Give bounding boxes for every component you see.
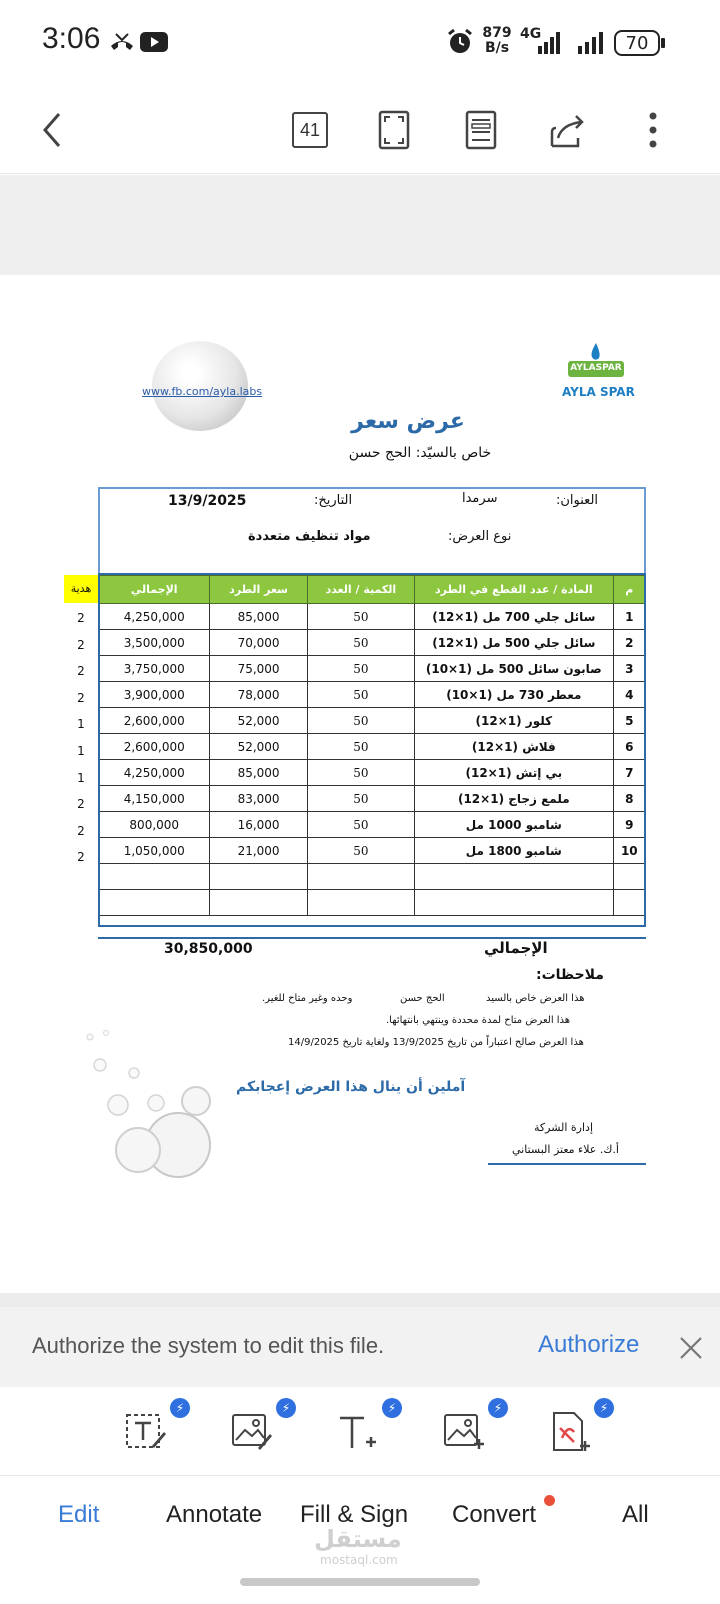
cell-item: صابون سائل 500 مل (1×10) — [415, 656, 614, 682]
reading-mode-icon — [465, 110, 497, 150]
cell-qty: 50 — [307, 604, 414, 630]
cell-index: 10 — [613, 838, 645, 864]
cell-qty: 50 — [307, 786, 414, 812]
cell-index: 7 — [613, 760, 645, 786]
cell-index: 1 — [613, 604, 645, 630]
cell-index: 5 — [613, 708, 645, 734]
cell-empty — [415, 864, 614, 890]
cell-item: ملمع زجاج (1×12) — [415, 786, 614, 812]
grand-total-label: الإجمالي — [484, 939, 548, 957]
battery-icon — [614, 30, 660, 56]
cell-qty: 50 — [307, 656, 414, 682]
reading-mode-button[interactable] — [453, 102, 509, 158]
page-count-button[interactable] — [282, 102, 338, 158]
add-image-icon — [442, 1410, 486, 1454]
bottom-tabs — [0, 1477, 720, 1567]
recipient-line: خاص بالسيّد: الحج حسن — [348, 445, 492, 461]
watermark-url: mostaql.com — [320, 1553, 398, 1567]
cell-price: 85,000 — [210, 760, 307, 786]
share-button[interactable] — [540, 102, 596, 158]
premium-badge-icon: ⚡ — [594, 1398, 614, 1418]
cell-total: 1,050,000 — [99, 838, 210, 864]
gift-value: 2 — [77, 637, 85, 652]
add-image-tool[interactable] — [442, 1402, 502, 1462]
date-value: 13/9/2025 — [168, 493, 247, 509]
cell-qty: 50 — [307, 734, 414, 760]
quote-table — [98, 575, 646, 916]
authorize-button[interactable]: Authorize — [538, 1331, 640, 1358]
note-1a: هذا العرض خاص بالسيد — [486, 993, 585, 1004]
quote-title: عرض سعر — [351, 409, 465, 434]
network-type: 4G — [520, 26, 542, 42]
management-label: إدارة الشركة — [534, 1121, 594, 1134]
gift-value: 2 — [77, 797, 85, 812]
page-gap — [0, 175, 720, 275]
signal-icon-2 — [574, 30, 608, 56]
logo-text: AYLASPAR — [570, 363, 622, 373]
tab-all[interactable]: All — [622, 1501, 649, 1528]
fit-page-button[interactable] — [366, 102, 422, 158]
table-row-empty — [99, 890, 646, 916]
back-arrow-icon — [37, 110, 67, 150]
cell-index: 2 — [613, 630, 645, 656]
cell-price: 52,000 — [210, 708, 307, 734]
brand-name: AYLA SPAR — [562, 385, 635, 399]
col-header-price: سعر الطرد — [210, 576, 307, 604]
cell-price: 85,000 — [210, 604, 307, 630]
cell-empty — [415, 890, 614, 916]
cell-total: 4,150,000 — [99, 786, 210, 812]
edit-image-tool[interactable] — [230, 1402, 290, 1462]
back-button[interactable] — [24, 102, 80, 158]
table-row — [99, 734, 646, 760]
fit-page-icon — [378, 110, 410, 150]
cell-qty: 50 — [307, 812, 414, 838]
cell-price: 83,000 — [210, 786, 307, 812]
net-speed-unit: B/s — [484, 40, 510, 56]
cell-empty — [613, 864, 645, 890]
col-header-index: م — [613, 576, 645, 604]
cell-item: معطر 730 مل (1×10) — [415, 682, 614, 708]
cell-qty: 50 — [307, 760, 414, 786]
net-speed-value: 879 — [482, 25, 512, 41]
table-header-row — [99, 576, 646, 604]
edit-text-icon — [124, 1410, 168, 1454]
cell-item: شامبو 1800 مل — [415, 838, 614, 864]
authorize-message: Authorize the system to edit this file. — [32, 1333, 385, 1358]
notes-title: ملاحظات: — [536, 967, 604, 983]
cell-price: 52,000 — [210, 734, 307, 760]
cell-empty — [613, 890, 645, 916]
offer-type-label: نوع العرض: — [448, 529, 512, 544]
gift-value: 1 — [77, 744, 85, 758]
table-row — [99, 656, 646, 682]
gift-value: 2 — [77, 611, 85, 625]
cell-item: شامبو 1000 مل — [415, 812, 614, 838]
cell-empty — [210, 864, 307, 890]
cell-price: 21,000 — [210, 838, 307, 864]
table-row — [99, 708, 646, 734]
battery-level: 70 — [625, 32, 649, 54]
gift-value: 1 — [77, 770, 85, 785]
more-options-button[interactable] — [625, 102, 681, 158]
cell-qty: 50 — [307, 708, 414, 734]
cell-empty — [99, 864, 210, 890]
table-row — [99, 604, 646, 630]
status-bar — [0, 0, 720, 88]
table-row — [99, 786, 646, 812]
cell-total: 3,750,000 — [99, 656, 210, 682]
table-row — [99, 682, 646, 708]
cell-total: 2,600,000 — [99, 708, 210, 734]
cell-index: 3 — [613, 656, 645, 682]
more-vertical-icon — [647, 110, 659, 150]
cell-total: 3,900,000 — [99, 682, 210, 708]
document-page[interactable] — [0, 275, 720, 1293]
tab-edit[interactable]: Edit — [58, 1501, 100, 1528]
cell-total: 800,000 — [99, 812, 210, 838]
gift-header: هدية — [64, 575, 98, 603]
cell-item: سائل جلي 500 مل (1×12) — [415, 630, 614, 656]
note-1b: الحج حسن — [400, 993, 445, 1004]
authorize-banner — [0, 1307, 720, 1387]
premium-badge-icon: ⚡ — [382, 1398, 402, 1418]
col-header-total: الإجمالي — [99, 576, 210, 604]
gift-value: 2 — [77, 850, 85, 865]
cell-item: بي إتش (1×12) — [415, 760, 614, 786]
cell-price: 78,000 — [210, 682, 307, 708]
cell-item: كلور (1×12) — [415, 708, 614, 734]
cell-qty: 50 — [307, 682, 414, 708]
cell-item: سائل جلي 700 مل (1×12) — [415, 604, 614, 630]
missed-call-icon — [108, 30, 136, 54]
share-icon — [548, 110, 588, 150]
add-text-icon — [336, 1410, 380, 1454]
alarm-icon — [446, 28, 474, 56]
table-row — [99, 838, 646, 864]
premium-badge-icon: ⚡ — [170, 1398, 190, 1418]
cell-price: 75,000 — [210, 656, 307, 682]
cell-index: 6 — [613, 734, 645, 760]
edit-image-icon — [230, 1410, 274, 1454]
offer-type-value: مواد تنظيف متعددة — [248, 529, 371, 544]
cell-qty: 50 — [307, 838, 414, 864]
gift-value: 1 — [77, 717, 85, 732]
tab-fill-sign[interactable]: Fill & Sign — [300, 1501, 409, 1528]
cell-empty — [307, 890, 414, 916]
close-icon[interactable] — [678, 1335, 704, 1361]
note-2: هذا العرض متاح لمدة محددة وينتهي بانتهائها. — [386, 1015, 571, 1026]
cell-empty — [210, 890, 307, 916]
address-value: سرمدا — [462, 491, 498, 506]
youtube-icon — [140, 32, 168, 52]
tab-convert[interactable]: Convert — [452, 1501, 537, 1528]
water-drop-icon — [566, 341, 626, 381]
total-divider — [98, 937, 646, 939]
grand-total-value: 30,850,000 — [164, 941, 253, 957]
facebook-link[interactable]: www.fb.com/ayla.labs — [142, 385, 263, 398]
edit-tools-row — [0, 1388, 720, 1476]
gift-value: 2 — [77, 823, 85, 838]
cell-empty — [99, 890, 210, 916]
cell-price: 16,000 — [210, 812, 307, 838]
cell-price: 70,000 — [210, 630, 307, 656]
watermark-arabic: مستقل — [314, 1525, 402, 1553]
brand-logo — [566, 341, 626, 381]
cell-index: 8 — [613, 786, 645, 812]
note-3: هذا العرض صالح اعتباراً من تاريخ 13/9/2025 ولغاية تاريخ 14/9/2025 — [288, 1037, 584, 1048]
page-count: 41 — [292, 112, 328, 148]
date-label: التاريخ: — [314, 493, 353, 508]
home-indicator[interactable] — [240, 1578, 480, 1586]
table-row — [99, 630, 646, 656]
tab-annotate[interactable]: Annotate — [166, 1501, 263, 1528]
cell-empty — [307, 864, 414, 890]
signatory-name: أ.ك. علاء معتز البستاني — [512, 1143, 619, 1156]
gift-value: 2 — [77, 664, 85, 679]
closing-line: آملين أن ينال هذا العرض إعجابكم — [236, 1079, 466, 1095]
table-row-empty — [99, 864, 646, 890]
pdf-file-icon — [548, 1410, 592, 1454]
edit-text-tool[interactable] — [124, 1402, 184, 1462]
col-header-item: المادة / عدد القطع في الطرد — [415, 576, 614, 604]
add-text-tool[interactable] — [336, 1402, 396, 1462]
table-row — [99, 760, 646, 786]
table-row — [99, 812, 646, 838]
premium-badge-icon: ⚡ — [276, 1398, 296, 1418]
signature-line — [488, 1163, 646, 1165]
premium-badge-icon: ⚡ — [488, 1398, 508, 1418]
notification-dot — [544, 1495, 555, 1506]
page-gap-bottom — [0, 1293, 720, 1307]
pdf-tool[interactable] — [548, 1402, 608, 1462]
cell-total: 4,250,000 — [99, 760, 210, 786]
battery-tip — [661, 38, 665, 48]
cell-index: 4 — [613, 682, 645, 708]
cell-qty: 50 — [307, 630, 414, 656]
note-1c: وحده وغير متاح للغير. — [262, 993, 353, 1004]
status-time: 3:06 — [42, 22, 101, 55]
document-toolbar — [0, 88, 720, 174]
gift-value: 2 — [77, 690, 85, 705]
bubbles-image — [78, 1025, 228, 1185]
signal-icon — [522, 30, 564, 56]
address-label: العنوان: — [556, 493, 599, 508]
cell-total: 3,500,000 — [99, 630, 210, 656]
cell-index: 9 — [613, 812, 645, 838]
cell-item: فلاش (1×12) — [415, 734, 614, 760]
col-header-qty: الكمية / العدد — [307, 576, 414, 604]
cell-total: 4,250,000 — [99, 604, 210, 630]
cell-total: 2,600,000 — [99, 734, 210, 760]
